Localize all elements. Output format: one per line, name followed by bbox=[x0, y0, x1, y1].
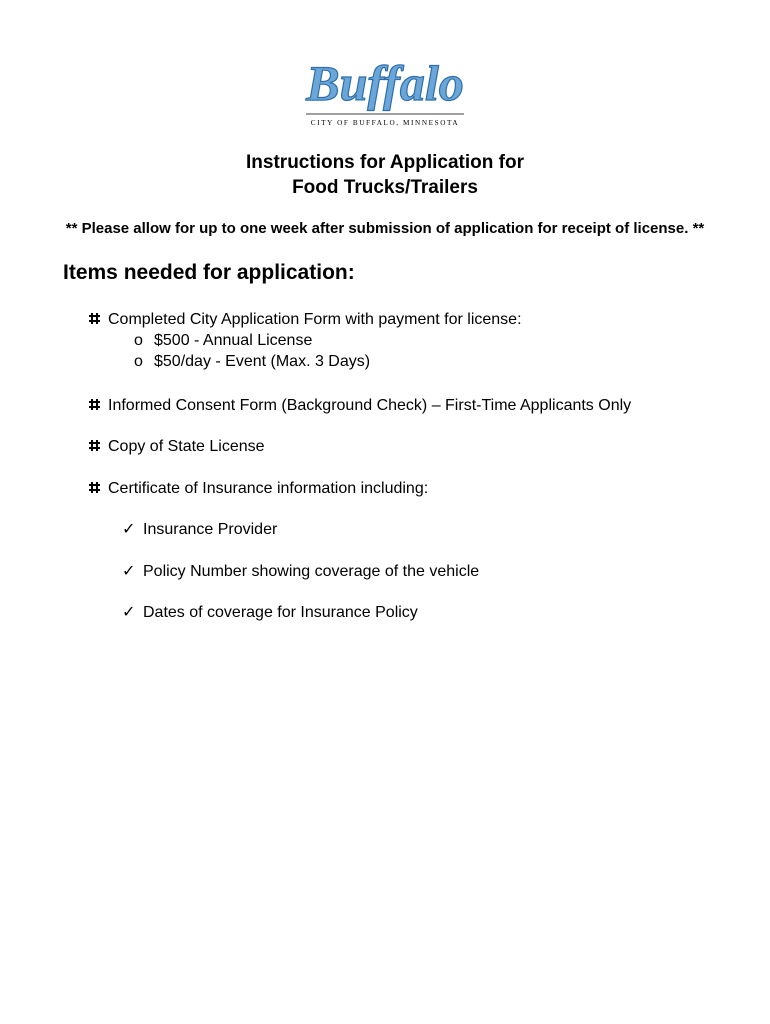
checklist-item bbox=[122, 602, 418, 623]
checklist-item bbox=[122, 561, 479, 582]
page-title-line-2: Food Trucks/Trailers bbox=[292, 177, 478, 198]
page-title-line-1: Instructions for Application for bbox=[246, 152, 524, 173]
list-item bbox=[88, 309, 522, 330]
command-icon bbox=[88, 436, 108, 457]
checklist-item-text: Policy Number showing coverage of the vehicle bbox=[143, 563, 480, 580]
list-item bbox=[88, 478, 428, 499]
check-icon: ✓ bbox=[122, 604, 136, 621]
checklist-item-text: Insurance Provider bbox=[143, 521, 278, 538]
list-item-text: Certificate of Insurance information including: bbox=[108, 480, 429, 497]
check-icon: ✓ bbox=[122, 521, 136, 538]
list-item-text: Completed City Application Form with payment for license: bbox=[108, 311, 522, 328]
check-icon: ✓ bbox=[122, 563, 136, 580]
command-icon bbox=[88, 309, 108, 330]
city-logo bbox=[300, 40, 470, 132]
circle-outline-icon: o bbox=[134, 332, 143, 349]
logo-wordmark: Buffalo bbox=[306, 55, 464, 111]
processing-time-notice: ** Please allow for up to one week after submission of application for receipt of license. ** bbox=[65, 220, 705, 237]
buffalo-logo-image bbox=[300, 40, 470, 132]
command-icon bbox=[88, 478, 108, 499]
checklist-item bbox=[122, 519, 277, 540]
list-subitem-text: $50/day - Event (Max. 3 Days) bbox=[154, 353, 371, 370]
circle-outline-icon: o bbox=[134, 353, 143, 370]
list-item bbox=[88, 395, 631, 416]
logo-tagline: CITY OF BUFFALO, MINNESOTA bbox=[310, 119, 460, 127]
list-subitem-text: $500 - Annual License bbox=[154, 332, 313, 349]
command-icon bbox=[88, 395, 108, 416]
list-item-text: Informed Consent Form (Background Check) – First-Time Applicants Only bbox=[108, 397, 632, 414]
list-subitem bbox=[134, 351, 370, 372]
items-heading: Items needed for application: bbox=[63, 261, 355, 284]
list-subitem bbox=[134, 330, 312, 351]
list-item-text: Copy of State License bbox=[108, 438, 265, 455]
list-item bbox=[88, 436, 265, 457]
checklist-item-text: Dates of coverage for Insurance Policy bbox=[143, 604, 418, 621]
